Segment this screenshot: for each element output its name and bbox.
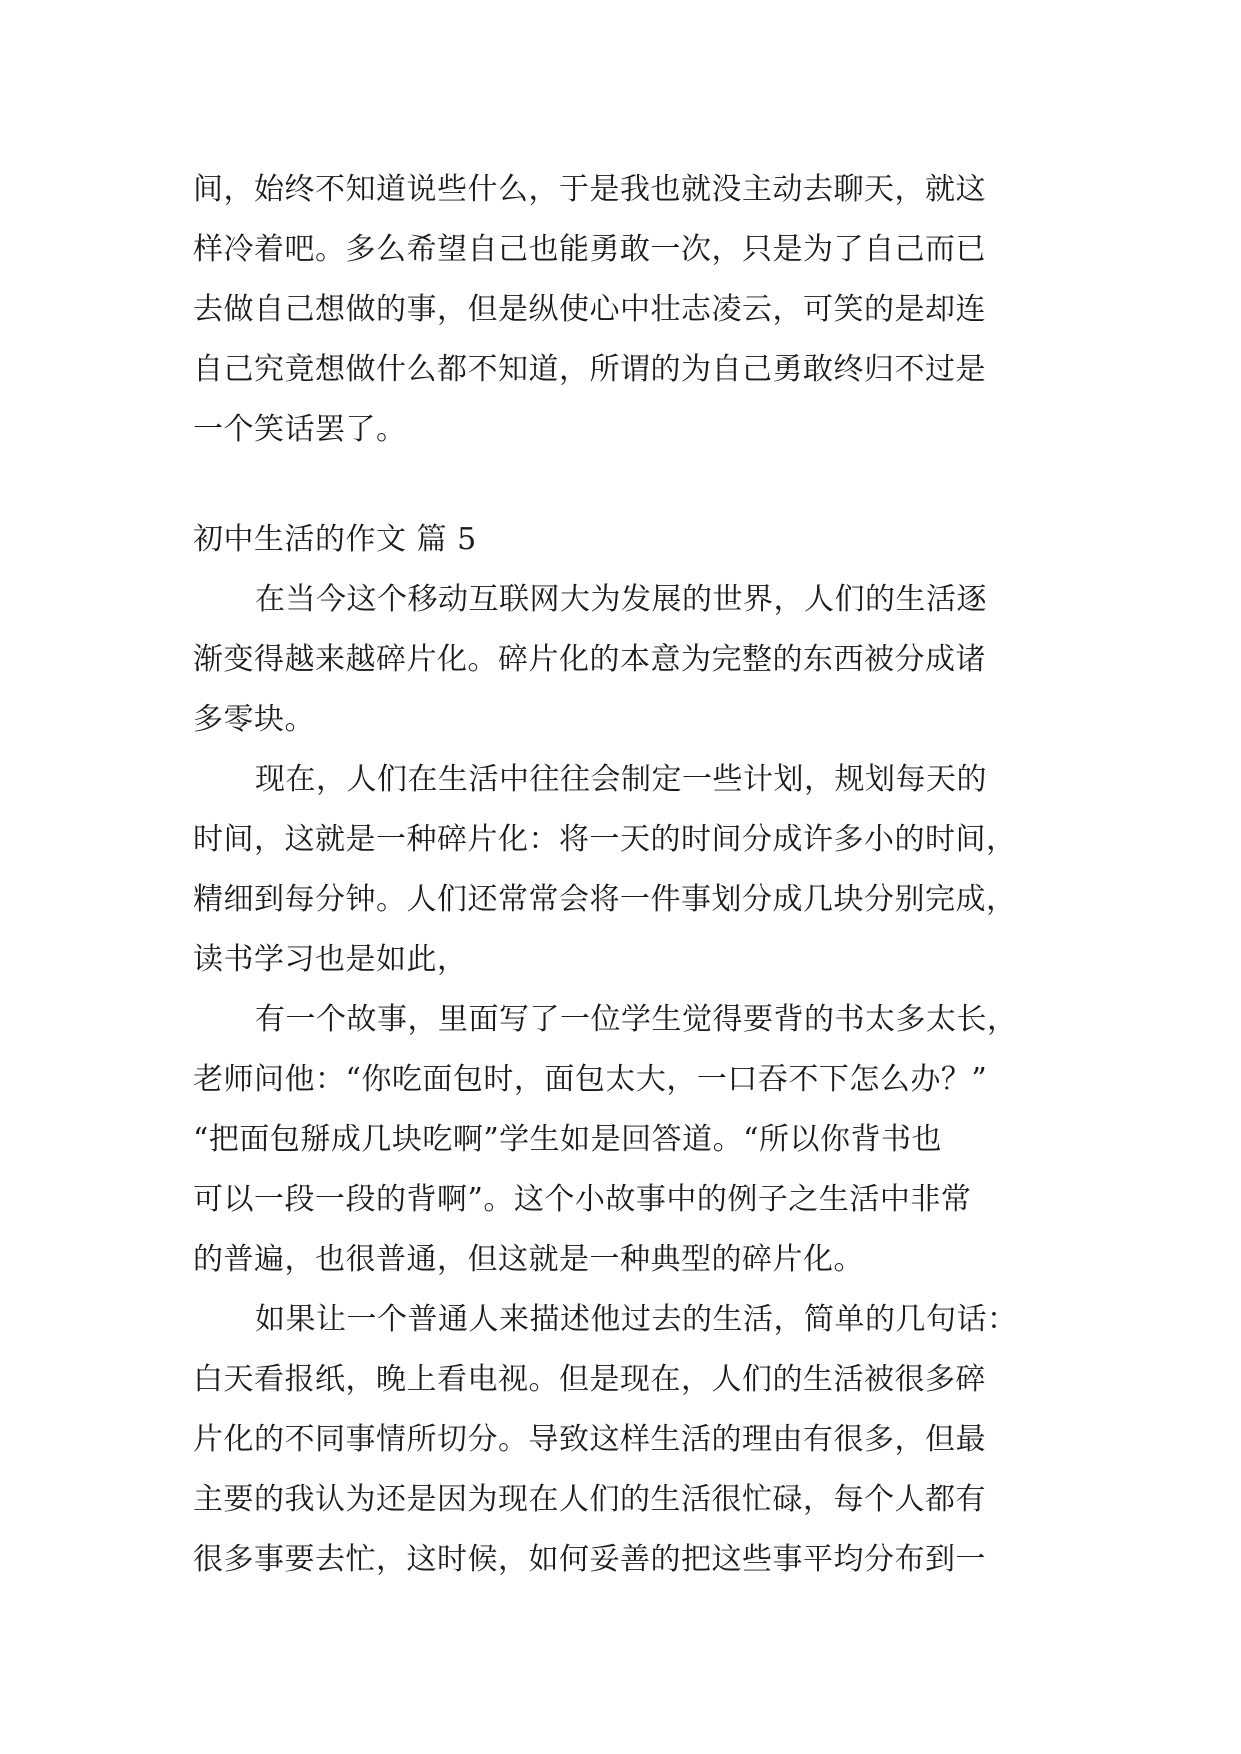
- section-heading: 初中生活的作文 篇 5: [193, 522, 477, 557]
- text-line: 可以一段一段的背啊”。这个小故事中的例子之生活中非常: [193, 1182, 972, 1217]
- text-line: 渐变得越来越碎片化。碎片化的本意为完整的东西被分成诸: [193, 642, 986, 677]
- text-line: 精细到每分钟。人们还常常会将一件事划分成几块分别完成，: [193, 882, 1017, 917]
- text-line: 样冷着吧。多么希望自己也能勇敢一次，只是为了自己而已: [193, 232, 986, 267]
- text-line: 现在，人们在生活中往往会制定一些计划，规划每天的: [255, 762, 987, 797]
- text-line: “把面包掰成几块吃啊”学生如是回答道。“所以你背书也: [193, 1122, 943, 1157]
- text-line: 时间，这就是一种碎片化：将一天的时间分成许多小的时间，: [193, 822, 1017, 857]
- text-line: 片化的不同事情所切分。导致这样生活的理由有很多，但最: [193, 1422, 986, 1457]
- text-line: 读书学习也是如此，: [193, 942, 468, 977]
- text-line: 有一个故事，里面写了一位学生觉得要背的书太多太长，: [255, 1002, 1018, 1037]
- text-line: 在当今这个移动互联网大为发展的世界，人们的生活逐: [255, 582, 987, 617]
- text-line: 自己究竟想做什么都不知道，所谓的为自己勇敢终归不过是: [193, 352, 986, 387]
- text-line: 老师问他：“你吃面包时，面包太大，一口吞不下怎么办？”: [193, 1062, 988, 1097]
- text-line: 一个笑话罢了。: [193, 412, 407, 447]
- text-line: 去做自己想做的事，但是纵使心中壮志凌云，可笑的是却连: [193, 292, 986, 327]
- text-line: 如果让一个普通人来描述他过去的生活，简单的几句话：: [255, 1302, 1018, 1337]
- text-line: 间，始终不知道说些什么，于是我也就没主动去聊天，就这: [193, 172, 986, 207]
- text-line: 白天看报纸，晚上看电视。但是现在，人们的生活被很多碎: [193, 1362, 986, 1397]
- text-line: 的普遍，也很普通，但这就是一种典型的碎片化。: [193, 1242, 864, 1277]
- text-line: 多零块。: [193, 702, 315, 737]
- text-line: 主要的我认为还是因为现在人们的生活很忙碌，每个人都有: [193, 1482, 986, 1517]
- text-line: 很多事要去忙，这时候，如何妥善的把这些事平均分布到一: [193, 1542, 986, 1577]
